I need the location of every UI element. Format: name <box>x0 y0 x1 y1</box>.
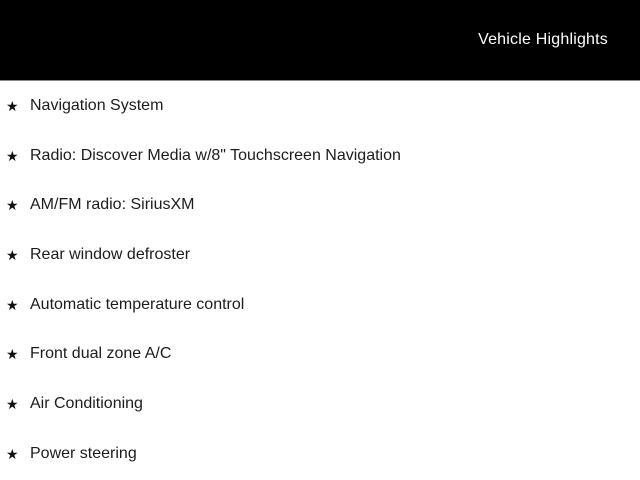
item-label: Power steering <box>30 444 137 462</box>
star-icon: ★ <box>6 97 19 114</box>
feature-list <box>0 81 640 479</box>
page-title: Vehicle Highlights <box>478 31 608 48</box>
star-icon: ★ <box>6 346 19 363</box>
header-bar <box>0 0 640 81</box>
list-item <box>0 180 640 230</box>
list-item <box>0 429 640 479</box>
star-icon: ★ <box>6 395 19 412</box>
star-icon: ★ <box>6 445 19 462</box>
item-label: Automatic temperature control <box>30 295 245 313</box>
list-item <box>0 379 640 429</box>
star-icon: ★ <box>6 296 19 313</box>
star-icon: ★ <box>6 246 19 263</box>
list-item <box>0 280 640 330</box>
list-item <box>0 230 640 280</box>
list-item <box>0 329 640 379</box>
item-label: Air Conditioning <box>30 394 143 412</box>
item-label: Rear window defroster <box>30 245 191 263</box>
list-item <box>0 81 640 131</box>
item-label: Radio: Discover Media w/8" Touchscreen Navigation <box>30 146 401 164</box>
item-label: Front dual zone A/C <box>30 345 172 363</box>
item-label: Navigation System <box>30 96 164 114</box>
star-icon: ★ <box>6 147 19 164</box>
list-item <box>0 131 640 181</box>
item-label: AM/FM radio: SiriusXM <box>30 196 195 214</box>
star-icon: ★ <box>6 197 19 214</box>
